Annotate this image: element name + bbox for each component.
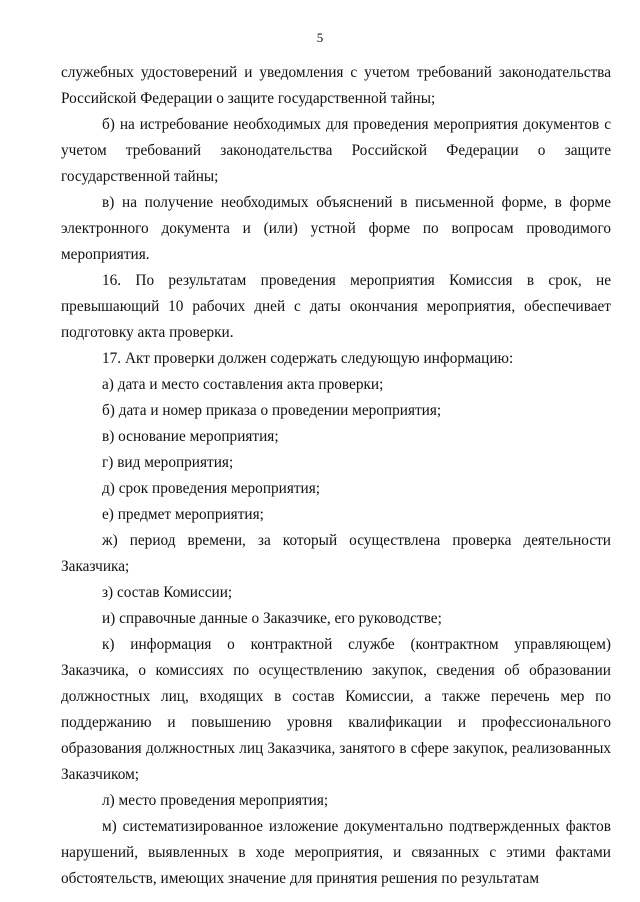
paragraph-continuation: служебных удостоверений и уведомления с учетом требований законодательства Российской Федерации о защите государственной тайны; <box>61 64 611 107</box>
list-item-m: м) систематизированное изложение документально подтвержденных фактов нарушений, выявленных в ходе мероприятия, и связанных с этими фактами обстоятельств, имеющих значение для принятия решения по результатам <box>61 818 611 887</box>
list-item-a: а) дата и место составления акта проверки; <box>102 376 384 393</box>
list-item-k: к) информация о контрактной службе (контрактном управляющем) Заказчика, о комиссиях по осуществлению закупок, сведения об образовании должностных лиц, входящих в состав Комиссии, а также перечень мер по поддержанию и повышению уровня квалификации и профессионального образования должностных лиц Заказчика, занятого в сфере закупок, реализованных Заказчиком; <box>61 636 611 783</box>
list-item-d: д) срок проведения мероприятия; <box>102 480 321 497</box>
paragraph-17: 17. Акт проверки должен содержать следующую информацию: <box>102 350 514 367</box>
document-body <box>61 60 611 892</box>
list-item-zh: ж) период времени, за который осуществлена проверка деятельности Заказчика; <box>61 532 611 575</box>
paragraph-item-v-explanations: в) на получение необходимых объяснений в письменной форме, в форме электронного документа и (или) устной форме по вопросам проводимого мероприятия. <box>61 194 611 263</box>
paragraph-16: 16. По результатам проведения мероприятия Комиссия в срок, не превышающий 10 рабочих дней с даты окончания мероприятия, обеспечивает подготовку акта проверки. <box>61 272 611 341</box>
list-item-g: г) вид мероприятия; <box>102 454 234 471</box>
list-item-e: е) предмет мероприятия; <box>102 506 264 523</box>
page-number: 5 <box>316 30 324 45</box>
list-item-z: з) состав Комиссии; <box>102 584 233 601</box>
list-item-i: и) справочные данные о Заказчике, его руководстве; <box>102 610 442 627</box>
list-item-l: л) место проведения мероприятия; <box>102 792 329 809</box>
list-item-v: в) основание мероприятия; <box>102 428 279 445</box>
paragraph-item-b-request-documents: б) на истребование необходимых для проведения мероприятия документов с учетом требований законодательства Российской Федерации о защите государственной тайны; <box>61 116 611 185</box>
list-item-b: б) дата и номер приказа о проведении мероприятия; <box>102 402 442 419</box>
